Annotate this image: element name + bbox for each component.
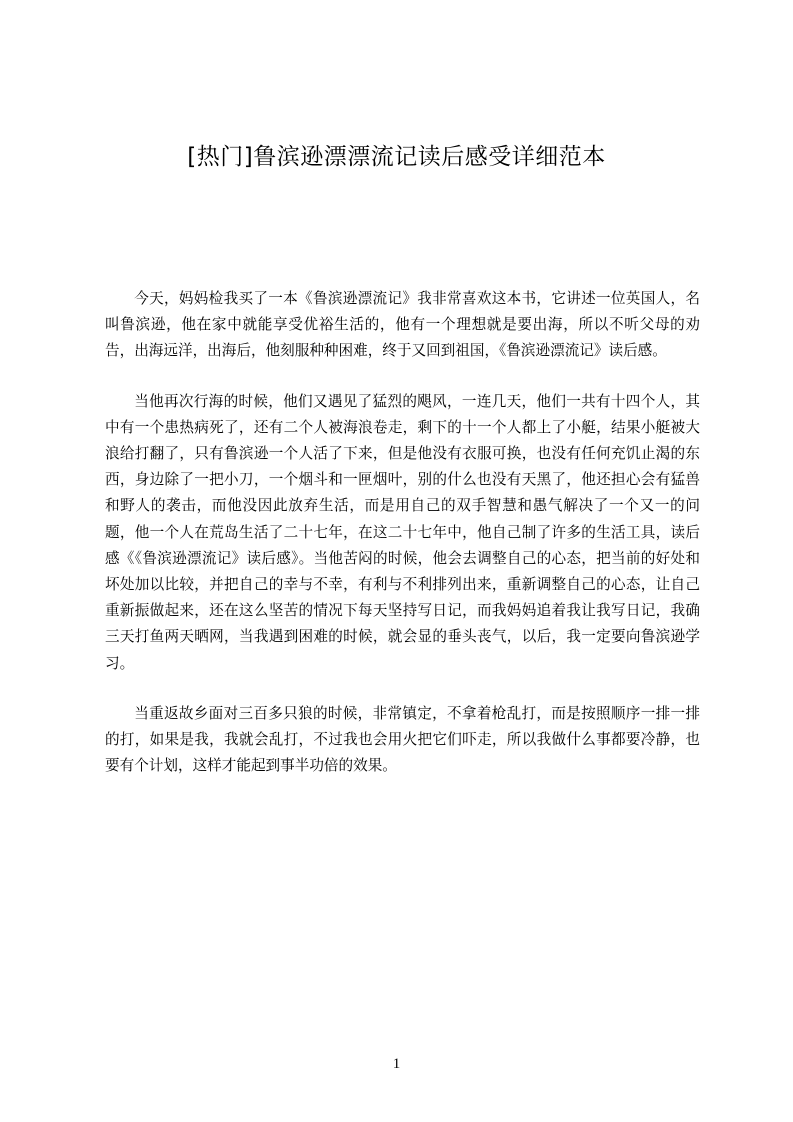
- page-number: 1: [392, 1056, 401, 1072]
- document-body: [105, 286, 700, 803]
- paragraph-3: 当重返故乡面对三百多只狼的时候，非常镇定，不拿着枪乱打，而是按照顺序一排一排的打，如果是我，我就会乱打，不过我也会用火把它们吓走，所以我做什么事都要冷静，也要有个计划，这样才能起到事半功倍的效果。: [105, 704, 700, 775]
- paragraph-1: 今天，妈妈检我买了一本《鲁滨逊漂流记》我非常喜欢这本书，它讲述一位英国人，名叫鲁滨逊，他在家中就能享受优裕生活的，他有一个理想就是要出海，所以不听父母的劝告，出海远洋，出海后，他刻服种种困难，终于又回到祖国，《鲁滨逊漂流记》读后感。: [105, 290, 700, 360]
- paragraph-2: 当他再次行海的时候，他们又遇见了猛烈的飓风，一连几天，他们一共有十四个人，其中有一个患热病死了，还有二个人被海浪卷走，剩下的十一个人都上了小艇，结果小艇被大浪给打翻了，只有鲁滨逊一个人活了下来，但是他没有衣服可换，也没有任何充饥止渴的东西，身边除了一把小刀，一个烟斗和一匣烟叶，别的什么也没有天黑了，他还担心会有猛兽和野人的袭击，而他没因此放弃生活，而是用自己的双手智慧和愚气解决了一个又一的问题，他一个人在荒岛生活了二十七年，在这二十七年中，他自己制了许多的生活工具，读后感《《鲁滨逊漂流记》读后感》。当他苦闷的时候，他会去调整自己的心态，把当前的好处和坏处加以比较，并把自己的幸与不幸，有利与不利排列出来，重新调整自己的心态，让自己重新振做起来，还在这么坚苦的情况下每天坚持写日记，而我妈妈追着我让我写日记，我确三天打鱼两天晒网，当我遇到困难的时候，就会显的垂头丧气，以后，我一定要向鲁滨逊学习。: [105, 392, 700, 672]
- document-title: [热门]鲁滨逊漂漂流记读后感受详细范本: [187, 144, 606, 170]
